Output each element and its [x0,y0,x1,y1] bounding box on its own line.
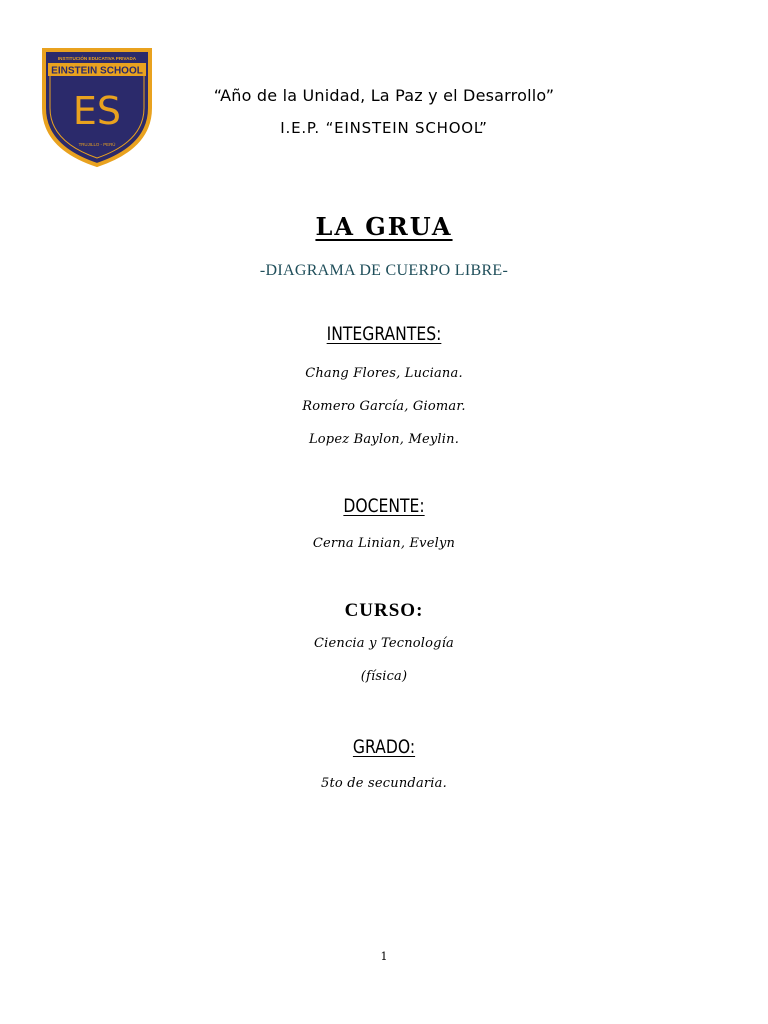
document-title: LA GRUA [315,212,453,241]
integrantes-heading: INTEGRANTES: [326,323,442,345]
curso-line: Ciencia y Tecnología [313,636,455,651]
school-logo [40,44,154,168]
school-name: I.E.P. “EINSTEIN SCHOOL” [280,119,488,137]
docente-name: Cerna Linian, Evelyn [312,536,456,551]
grado-value: 5to de secundaria. [321,776,447,791]
grado-heading: GRADO: [352,736,416,758]
logo-location-text: TRUJILLO - PERÚ [78,142,116,147]
docente-heading: DOCENTE: [343,495,425,517]
shield-emblem-icon [40,44,154,168]
member-item: Lopez Baylon, Meylin. [308,432,460,447]
logo-top-text: INSTITUCIÓN EDUCATIVA PRIVADA [57,56,137,61]
curso-line: (física) [360,669,408,684]
curso-heading: CURSO: [344,600,424,621]
logo-monogram: ES [72,89,122,133]
year-motto-text: “Año de la Unidad, La Paz y el Desarrollo” [213,86,555,105]
year-motto [0,86,768,105]
member-item: Romero García, Giomar. [302,399,466,414]
logo-name-text: EINSTEIN SCHOOL [51,65,143,77]
document-subtitle: -DIAGRAMA DE CUERPO LIBRE- [259,262,509,279]
member-item: Chang Flores, Luciana. [305,366,463,381]
page-number: 1 [380,950,388,963]
